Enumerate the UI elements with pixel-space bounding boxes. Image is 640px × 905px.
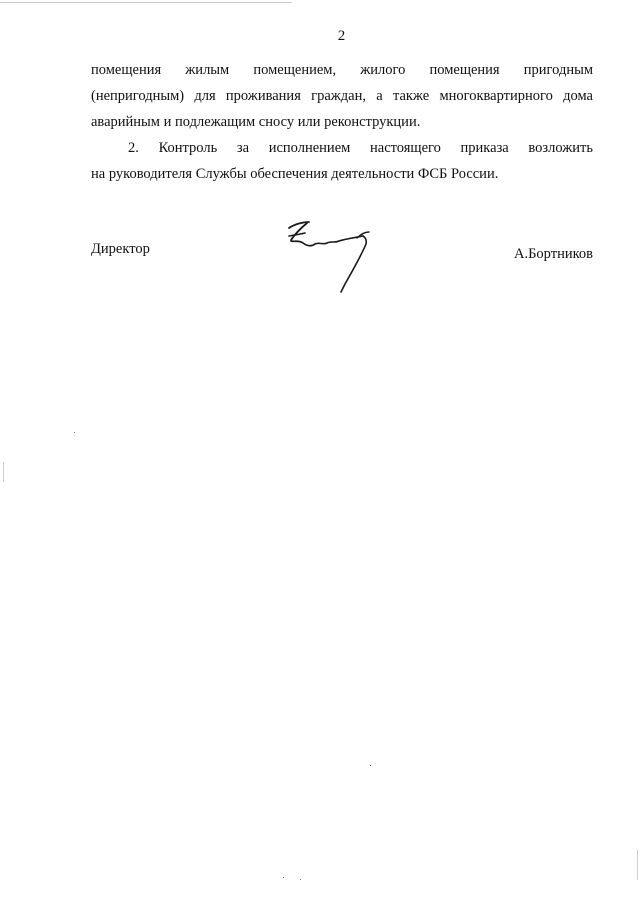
- paragraph-1: [91, 57, 593, 135]
- handwritten-signature: [283, 214, 375, 294]
- paragraph-1-line-3: аварийным и подлежащим сносу или реконструкции.: [91, 114, 421, 130]
- signatory-name: А.Бортников: [514, 246, 593, 262]
- paragraph-1-line-1: помещения жилым помещением, жилого помещения пригодным: [91, 62, 593, 78]
- scan-artifact-dot: [300, 879, 301, 880]
- signatory-role: Директор: [91, 241, 150, 257]
- scan-artifact-dot: [74, 432, 75, 433]
- scan-artifact-dot: [283, 877, 284, 878]
- paragraph-2-line-2: на руководителя Службы обеспечения деятельности ФСБ России.: [91, 166, 499, 182]
- paragraph-1-line-2: (непригодным) для проживания граждан, а также многоквартирного дома: [91, 88, 593, 104]
- top-rule: [0, 2, 292, 3]
- scan-margin-mark: [3, 462, 4, 482]
- paragraph-2: [91, 135, 593, 187]
- scan-artifact-dot: [370, 765, 371, 766]
- page-number: 2: [337, 28, 346, 44]
- scan-margin-mark: [637, 850, 638, 880]
- paragraph-2-line-1: 2. Контроль за исполнением настоящего приказа возложить: [128, 140, 593, 156]
